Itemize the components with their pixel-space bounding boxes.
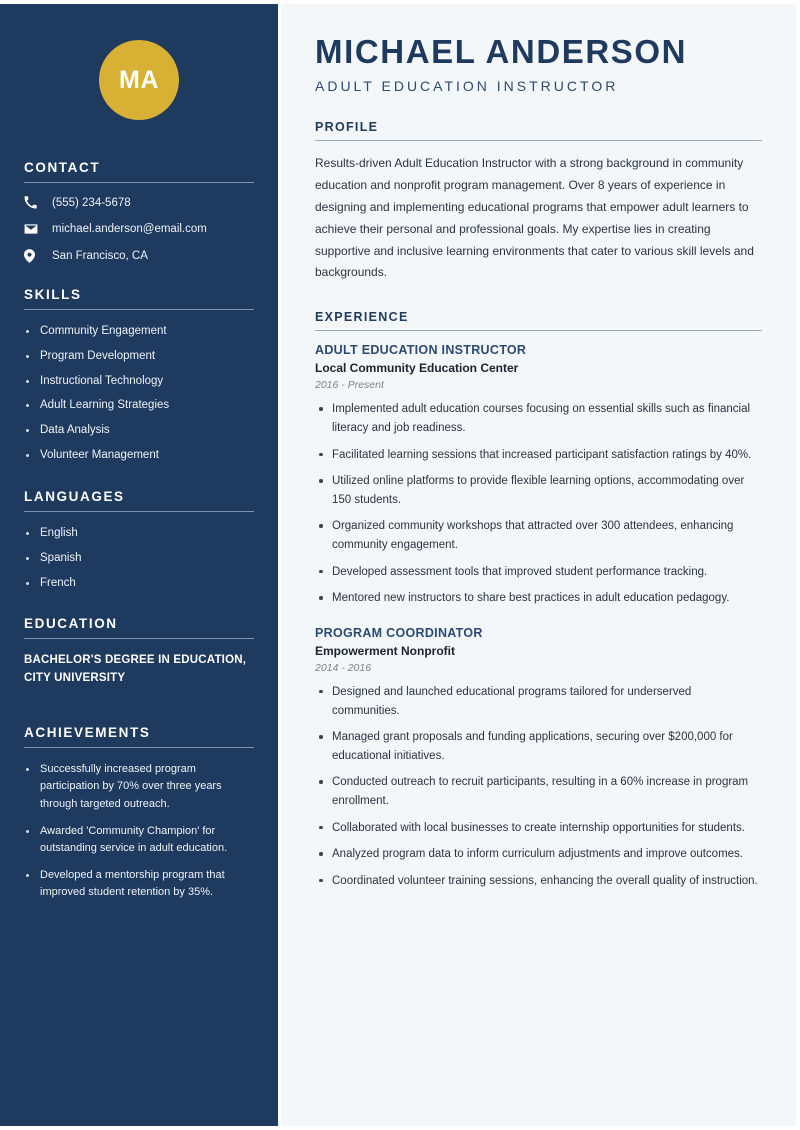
experience-divider [315,330,762,331]
section-profile [315,120,762,284]
list-item: Conducted outreach to recruit participants, resulting in a 60% increase in program enrollment. [315,773,762,810]
section-achievements [24,725,254,902]
contact-item-phone[interactable] [24,196,254,209]
section-skills [24,287,254,465]
list-item: Mentored new instructors to share best practices in adult education pedagogy. [315,589,762,608]
education-entry: BACHELOR'S DEGREE IN EDUCATION, CITY UNIVERSITY [24,654,247,684]
list-item: Developed assessment tools that improved student performance tracking. [315,563,762,582]
experience-company: Local Community Education Center [315,361,519,376]
experience-entry [315,343,762,608]
section-education [24,616,254,687]
phone-icon [24,196,41,209]
profile-heading: PROFILE [315,120,379,135]
contact-item-location[interactable] [24,249,254,263]
experience-bullet-list [315,400,762,608]
skills-heading: SKILLS [24,287,82,302]
contact-location-value: San Francisco, CA [52,250,148,262]
list-item: Coordinated volunteer training sessions, enhancing the overall quality of instruction. [315,872,762,891]
list-item: Community Engagement [24,323,254,341]
list-item: Implemented adult education courses focusing on essential skills such as financial literacy and job readiness. [315,400,762,437]
section-experience [315,310,762,890]
profile-divider [315,140,762,141]
list-item: Data Analysis [24,422,254,440]
list-item: Developed a mentorship program that improved student retention by 35%. [24,867,254,902]
profile-text: Results-driven Adult Education Instructor with a strong background in community education and nonprofit program management. Over 8 years of experience in designing and implementing educational programs that empower adult learners to achieve their personal and professional goals. My expertise lies in creating supportive and inclusive learning environments that cater to various skill levels and backgrounds. [315,156,754,280]
experience-company: Empowerment Nonprofit [315,643,455,658]
languages-heading: LANGUAGES [24,488,125,504]
contact-divider [24,182,254,183]
skills-divider [24,309,254,310]
experience-bullet-list [315,683,762,891]
contact-item-email[interactable] [24,222,254,236]
list-item: Awarded 'Community Champion' for outstanding service in adult education. [24,823,254,858]
list-item: Analyzed program data to inform curriculum adjustments and improve outcomes. [315,845,762,864]
avatar-initials: MA [99,40,179,120]
contact-phone-value: (555) 234-5678 [52,196,131,209]
sidebar [0,4,278,1126]
page-title: MICHAEL ANDERSON [315,33,688,70]
list-item: Adult Learning Strategies [24,397,254,415]
list-item: Managed grant proposals and funding applications, securing over $200,000 for educational initiatives. [315,728,762,765]
list-item: Designed and launched educational programs tailored for underserved communities. [315,683,762,720]
location-pin-icon [24,249,41,263]
contact-email-value: michael.anderson@email.com [52,223,207,235]
job-role-subtitle: ADULT EDUCATION INSTRUCTOR [315,78,619,95]
list-item: Utilized online platforms to provide flexible learning options, accommodating over 150 students. [315,472,762,509]
envelope-icon [24,222,41,236]
experience-dates: 2014 - 2016 [315,661,372,674]
education-divider [24,638,254,639]
achievements-list [24,761,254,902]
experience-job-title: ADULT EDUCATION INSTRUCTOR [315,343,527,358]
achievements-heading: ACHIEVEMENTS [24,724,151,740]
list-item: Organized community workshops that attracted over 300 attendees, enhancing community engagement. [315,517,762,554]
languages-divider [24,511,254,512]
languages-list [24,525,254,592]
list-item: English [24,525,254,543]
section-languages [24,489,254,592]
experience-entry [315,626,762,891]
experience-dates: 2016 - Present [315,379,384,392]
list-item: Spanish [24,550,254,568]
main-content [281,4,796,1126]
list-item: Instructional Technology [24,373,254,391]
experience-job-title: PROGRAM COORDINATOR [315,625,483,640]
list-item: Volunteer Management [24,447,254,465]
list-item: Program Development [24,348,254,366]
contact-heading: CONTACT [24,160,101,175]
section-contact [24,160,254,263]
skills-list [24,323,254,465]
experience-heading: EXPERIENCE [315,310,409,325]
list-item: French [24,575,254,593]
avatar-container [24,4,254,160]
list-item: Collaborated with local businesses to create internship opportunities for students. [315,819,762,838]
list-item: Successfully increased program participation by 70% over three years through targeted outreach. [24,761,254,814]
achievements-divider [24,747,254,748]
list-item: Facilitated learning sessions that increased participant satisfaction ratings by 40%. [315,446,762,465]
sidebar-spacer [24,711,254,725]
education-heading: EDUCATION [24,616,118,632]
